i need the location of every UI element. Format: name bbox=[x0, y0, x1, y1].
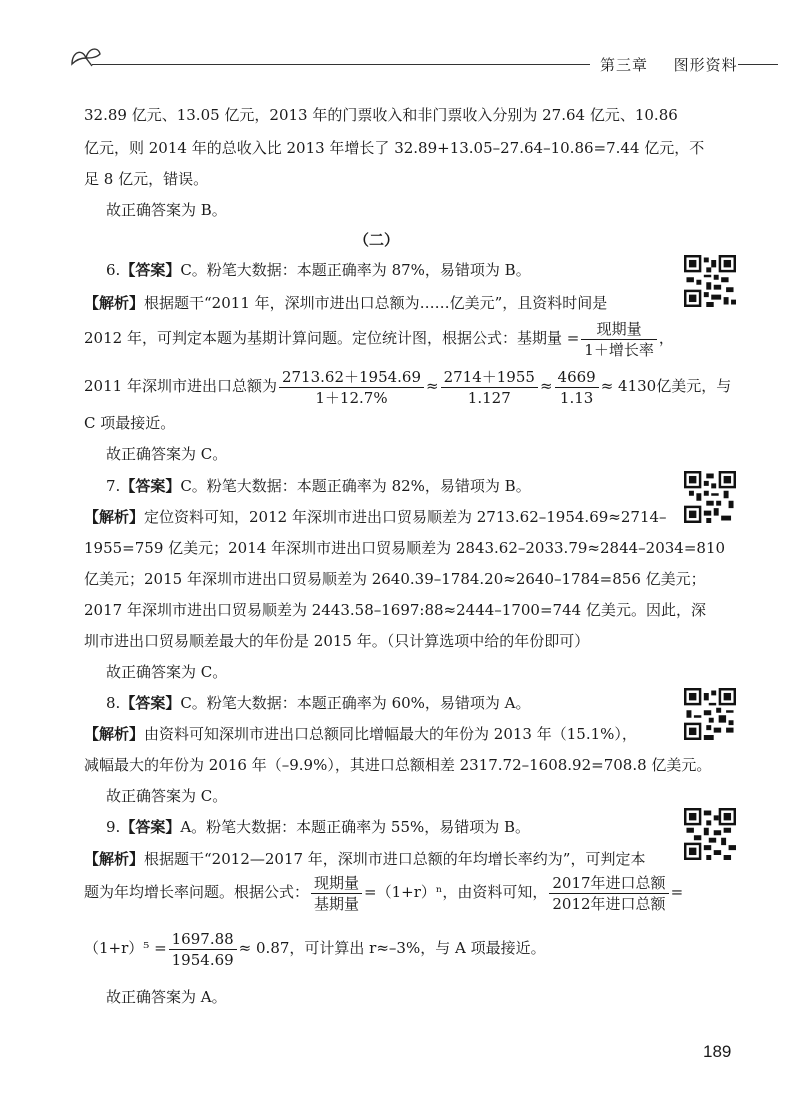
analysis-tag: 【解析】 bbox=[84, 508, 145, 526]
q8-answer-line bbox=[106, 692, 531, 714]
fraction: $\frac{4669}{1.13}$ bbox=[555, 367, 599, 408]
fraction: $\frac{2714+1955}{1.127}$ bbox=[441, 367, 538, 408]
q7-analysis-line: 【解析】定位资料可知，2012 年深圳市进出口贸易顺差为 2713.62–1954.69≈2714– bbox=[84, 508, 667, 526]
answer-conclusion: 故正确答案为 C。 bbox=[106, 445, 228, 463]
fraction: $\frac{2713.62+1954.69}{1+12.7\%}$ bbox=[279, 367, 424, 408]
answer-tag: 【答案】 bbox=[120, 477, 181, 495]
q6-calculation-line: 2011 年深圳市进出口总额为 $\frac{2713.62+1954.69}{1+12.7\%}$ ≈ $\frac{2714+1955}{1.127}$ ≈ $\frac{4669}{1.13}$ ≈ 4130亿美元，与 bbox=[84, 367, 732, 407]
q9-number: 9. bbox=[106, 818, 121, 836]
qr-code-icon[interactable] bbox=[684, 471, 736, 523]
q7-number: 7. bbox=[106, 477, 121, 495]
analysis-tag: 【解析】 bbox=[84, 850, 145, 868]
paragraph-line: 2017 年深圳市进出口贸易顺差为 2443.58–1697:88≈2444–1700=744 亿美元。因此，深 bbox=[84, 601, 706, 619]
q8-analysis-line: 【解析】由资料可知深圳市进出口总额同比增幅最大的年份为 2013 年（15.1%）， bbox=[84, 725, 637, 743]
paragraph-line: 亿美元；2015 年深圳市进出口贸易顺差为 2640.39–1784.20≈2640–1784=856 亿美元； bbox=[84, 570, 706, 588]
paragraph-line: 亿元，则 2014 年的总收入比 2013 年增长了 32.89+13.05–27.64–10.86=7.44 亿元，不 bbox=[84, 139, 705, 157]
answer-tag: 【答案】 bbox=[120, 694, 181, 712]
qr-code-icon[interactable] bbox=[684, 688, 736, 740]
q9-analysis-line: 【解析】根据题干“2012—2017 年，深圳市进口总额的年均增长率约为”，可判定本 bbox=[84, 850, 646, 868]
answer-conclusion: 故正确答案为 C。 bbox=[106, 663, 228, 681]
q9-formula-line: 题为年均增长率问题。根据公式： $\frac{\text{现期量}}{\text{基期量}}$ =（1+r）ⁿ，由资料可知， $\frac{\text{2017年进口总额}}{\text{2012年进口总额}}$ = bbox=[84, 873, 684, 913]
q9-answer-line bbox=[106, 816, 530, 838]
q6-analysis-line: 【解析】根据题干“2011 年，深圳市进出口总额为……亿美元”，且资料时间是 bbox=[84, 294, 608, 312]
section-title: （二） bbox=[354, 231, 400, 249]
running-header bbox=[600, 54, 738, 75]
q8-number: 8. bbox=[106, 694, 121, 712]
answer-conclusion: 故正确答案为 C。 bbox=[106, 787, 228, 805]
answer-text: C。粉笔大数据：本题正确率为 60%，易错项为 A。 bbox=[180, 694, 531, 712]
fraction: $\frac{\text{现期量}}{\text{1＋增长率}}$ bbox=[581, 319, 657, 360]
paragraph-line: 足 8 亿元，错误。 bbox=[84, 170, 209, 188]
answer-text: A。粉笔大数据：本题正确率为 55%，易错项为 B。 bbox=[180, 818, 531, 836]
q7-answer-line bbox=[106, 475, 531, 497]
header-rule-left bbox=[92, 64, 590, 65]
paragraph-line: 32.89 亿元、13.05 亿元，2013 年的门票收入和非门票收入分别为 27.64 亿元、10.86 bbox=[84, 106, 678, 124]
analysis-tag: 【解析】 bbox=[84, 725, 145, 743]
qr-code-icon[interactable] bbox=[684, 808, 736, 860]
answer-text: C。粉笔大数据：本题正确率为 87%，易错项为 B。 bbox=[180, 261, 531, 279]
answer-tag: 【答案】 bbox=[120, 261, 181, 279]
answer-tag: 【答案】 bbox=[120, 818, 181, 836]
answer-conclusion: 故正确答案为 A。 bbox=[106, 988, 227, 1006]
analysis-tag: 【解析】 bbox=[84, 294, 145, 312]
q6-formula-line: 2012 年，可判定本题为基期计算问题。定位统计图，根据公式：基期量 = $\frac{\text{现期量}}{\text{1＋增长率}}$ ， bbox=[84, 319, 674, 359]
answer-text: C。粉笔大数据：本题正确率为 82%，易错项为 B。 bbox=[180, 477, 531, 495]
chapter-label: 第三章 bbox=[600, 56, 649, 74]
paragraph-line: 1955=759 亿美元；2014 年深圳市进出口贸易顺差为 2843.62–2033.79≈2844–2034=810 bbox=[84, 539, 726, 557]
paragraph-line: 减幅最大的年份为 2016 年（–9.9%），其进口总额相差 2317.72–1608.92=708.8 亿美元。 bbox=[84, 756, 712, 774]
qr-code-icon[interactable] bbox=[684, 255, 736, 307]
page-number: 189 bbox=[703, 1042, 732, 1061]
fraction: $\frac{\text{现期量}}{\text{基期量}}$ bbox=[311, 873, 362, 914]
answer-conclusion: 故正确答案为 B。 bbox=[106, 201, 227, 219]
q9-calculation-line: （1+r）⁵ = $\frac{1697.88}{1954.69}$ ≈ 0.87，可计算出 r≈–3%，与 A 项最接近。 bbox=[84, 929, 546, 969]
q6-number: 6. bbox=[106, 261, 121, 279]
chapter-title: 图形资料 bbox=[673, 56, 738, 74]
paragraph-line: C 项最接近。 bbox=[84, 414, 176, 432]
paragraph-line: 圳市进出口贸易顺差最大的年份是 2015 年。（只计算选项中给的年份即可） bbox=[84, 632, 590, 650]
fraction: $\frac{\text{2017年进口总额}}{\text{2012年进口总额}}$ bbox=[549, 873, 668, 914]
fraction: $\frac{1697.88}{1954.69}$ bbox=[169, 929, 237, 970]
header-rule-right bbox=[738, 64, 778, 65]
q6-answer-line bbox=[106, 259, 531, 281]
